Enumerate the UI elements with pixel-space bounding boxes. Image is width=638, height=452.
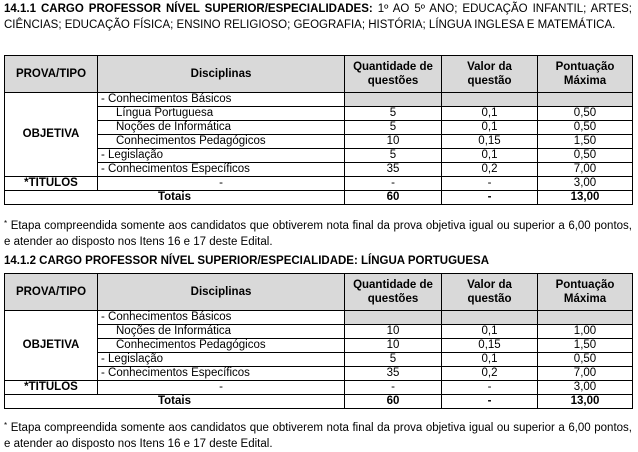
header-pontuacao: Pontuação Máxima	[538, 274, 633, 311]
section-1-heading-specialties: 1º AO 5º ANO; EDUCAÇÃO INFANTIL; ARTES; CIÊNCIAS; EDUCAÇÃO FÍSICA; ENSINO RELIGIOSO; GEOGRAFIA; HISTÓRIA; LÍNGUA INGLESA E MATEMÁTICA.	[4, 3, 632, 31]
disciplina-cell: - Conhecimentos Específicos	[98, 367, 345, 381]
table-row	[5, 149, 633, 163]
totais-row	[5, 395, 633, 409]
header-valor: Valor da questão	[442, 56, 538, 93]
table-row	[5, 107, 633, 121]
disciplina-cell: Conhecimentos Pedagógicos	[98, 135, 345, 149]
valor-cell: 0,2	[442, 367, 538, 381]
valor-cell: 0,1	[442, 149, 538, 163]
valor-cell: -	[442, 177, 538, 191]
totais-label: Totais	[5, 191, 345, 205]
quantidade-cell: 5	[345, 149, 442, 163]
pontuacao-cell: 0,50	[538, 107, 633, 121]
titulos-label: *TÍTULOS	[5, 381, 98, 395]
disciplina-cell: -	[98, 177, 345, 191]
valor-cell	[442, 93, 538, 107]
header-quantidade: Quantidade de questões	[345, 274, 442, 311]
pontuacao-cell: 3,00	[538, 177, 633, 191]
prova-tipo-cell: OBJETIVA	[5, 93, 98, 177]
table-header-row	[5, 56, 633, 93]
quantidade-cell: 10	[345, 339, 442, 353]
pontuacao-cell	[538, 93, 633, 107]
valor-cell: 0,1	[442, 107, 538, 121]
pontuacao-cell: 1,50	[538, 339, 633, 353]
disciplina-cell: Língua Portuguesa	[98, 107, 345, 121]
pontuacao-total-cell: 13,00	[538, 191, 633, 205]
header-disciplinas: Disciplinas	[98, 56, 345, 93]
header-valor: Valor da questão	[442, 274, 538, 311]
valor-total-cell: -	[442, 191, 538, 205]
header-pontuacao: Pontuação Máxima	[538, 56, 633, 93]
quantidade-cell: -	[345, 381, 442, 395]
titulos-row	[5, 381, 633, 395]
quantidade-cell: 5	[345, 121, 442, 135]
quantidade-cell: 35	[345, 367, 442, 381]
pontuacao-cell: 0,50	[538, 353, 633, 367]
header-disciplinas: Disciplinas	[98, 274, 345, 311]
table-row	[5, 339, 633, 353]
disciplina-cell: - Legislação	[98, 149, 345, 163]
pontuacao-cell: 1,50	[538, 135, 633, 149]
section-2-body	[5, 311, 633, 409]
prova-tipo-cell: OBJETIVA	[5, 311, 98, 381]
section-1-body	[5, 93, 633, 205]
titulos-row	[5, 177, 633, 191]
disciplina-cell: Noções de Informática	[98, 121, 345, 135]
pontuacao-cell: 0,50	[538, 149, 633, 163]
pontuacao-total-cell: 13,00	[538, 395, 633, 409]
quantidade-cell: 10	[345, 325, 442, 339]
header-quantidade: Quantidade de questões	[345, 56, 442, 93]
section-2-footnote	[4, 418, 632, 452]
footnote-text: Etapa compreendida somente aos candidatos que obtiverem nota final da prova objetiva igual ou superior a 6,00 pontos, e atender ao disposto nos Itens 16 e 17 deste Edital.	[4, 422, 632, 450]
quantidade-cell: 10	[345, 135, 442, 149]
disciplina-cell: - Conhecimentos Básicos	[98, 311, 345, 325]
table-row	[5, 311, 633, 325]
section-1-footnote	[4, 216, 632, 250]
table-row	[5, 353, 633, 367]
titulos-label: *TÍTULOS	[5, 177, 98, 191]
section-2-heading-title: 14.1.2 CARGO PROFESSOR NÍVEL SUPERIOR/ESPECIALIDADE: LÍNGUA PORTUGUESA	[4, 255, 489, 267]
table-row	[5, 163, 633, 177]
section-2-table	[4, 273, 633, 409]
disciplina-cell: - Conhecimentos Específicos	[98, 163, 345, 177]
valor-cell: 0,1	[442, 353, 538, 367]
totais-row	[5, 191, 633, 205]
valor-cell: 0,1	[442, 121, 538, 135]
pontuacao-cell: 7,00	[538, 367, 633, 381]
quantidade-cell: 5	[345, 353, 442, 367]
disciplina-cell: -	[98, 381, 345, 395]
valor-cell: -	[442, 381, 538, 395]
quantidade-cell: 35	[345, 163, 442, 177]
section-1-heading	[4, 2, 632, 33]
table-header-row	[5, 274, 633, 311]
quantidade-total-cell: 60	[345, 395, 442, 409]
valor-cell: 0,2	[442, 163, 538, 177]
quantidade-cell	[345, 311, 442, 325]
pontuacao-cell: 0,50	[538, 121, 633, 135]
table-row	[5, 135, 633, 149]
header-prova-tipo: PROVA/TIPO	[5, 56, 98, 93]
valor-cell	[442, 311, 538, 325]
footnote-mark: *	[4, 219, 8, 228]
footnote-text: Etapa compreendida somente aos candidatos que obtiverem nota final da prova objetiva igual ou superior a 6,00 pontos, e atender ao disposto nos Itens 16 e 17 deste Edital.	[4, 220, 632, 248]
valor-total-cell: -	[442, 395, 538, 409]
table-row	[5, 325, 633, 339]
totais-label: Totais	[5, 395, 345, 409]
section-1-heading-title: 14.1.1 CARGO PROFESSOR NÍVEL SUPERIOR/ESPECIALIDADES:	[4, 3, 373, 15]
header-prova-tipo: PROVA/TIPO	[5, 274, 98, 311]
footnote-mark: *	[4, 421, 8, 430]
quantidade-cell	[345, 93, 442, 107]
table-row	[5, 367, 633, 381]
disciplina-cell: - Conhecimentos Básicos	[98, 93, 345, 107]
quantidade-cell: -	[345, 177, 442, 191]
quantidade-cell: 5	[345, 107, 442, 121]
disciplina-cell: - Legislação	[98, 353, 345, 367]
pontuacao-cell	[538, 311, 633, 325]
valor-cell: 0,15	[442, 339, 538, 353]
valor-cell: 0,1	[442, 325, 538, 339]
quantidade-total-cell: 60	[345, 191, 442, 205]
table-row	[5, 93, 633, 107]
valor-cell: 0,15	[442, 135, 538, 149]
table-row	[5, 121, 633, 135]
pontuacao-cell: 1,00	[538, 325, 633, 339]
disciplina-cell: Conhecimentos Pedagógicos	[98, 339, 345, 353]
section-1-table	[4, 55, 633, 205]
pontuacao-cell: 3,00	[538, 381, 633, 395]
pontuacao-cell: 7,00	[538, 163, 633, 177]
disciplina-cell: Noções de Informática	[98, 325, 345, 339]
section-2-heading	[4, 254, 632, 270]
